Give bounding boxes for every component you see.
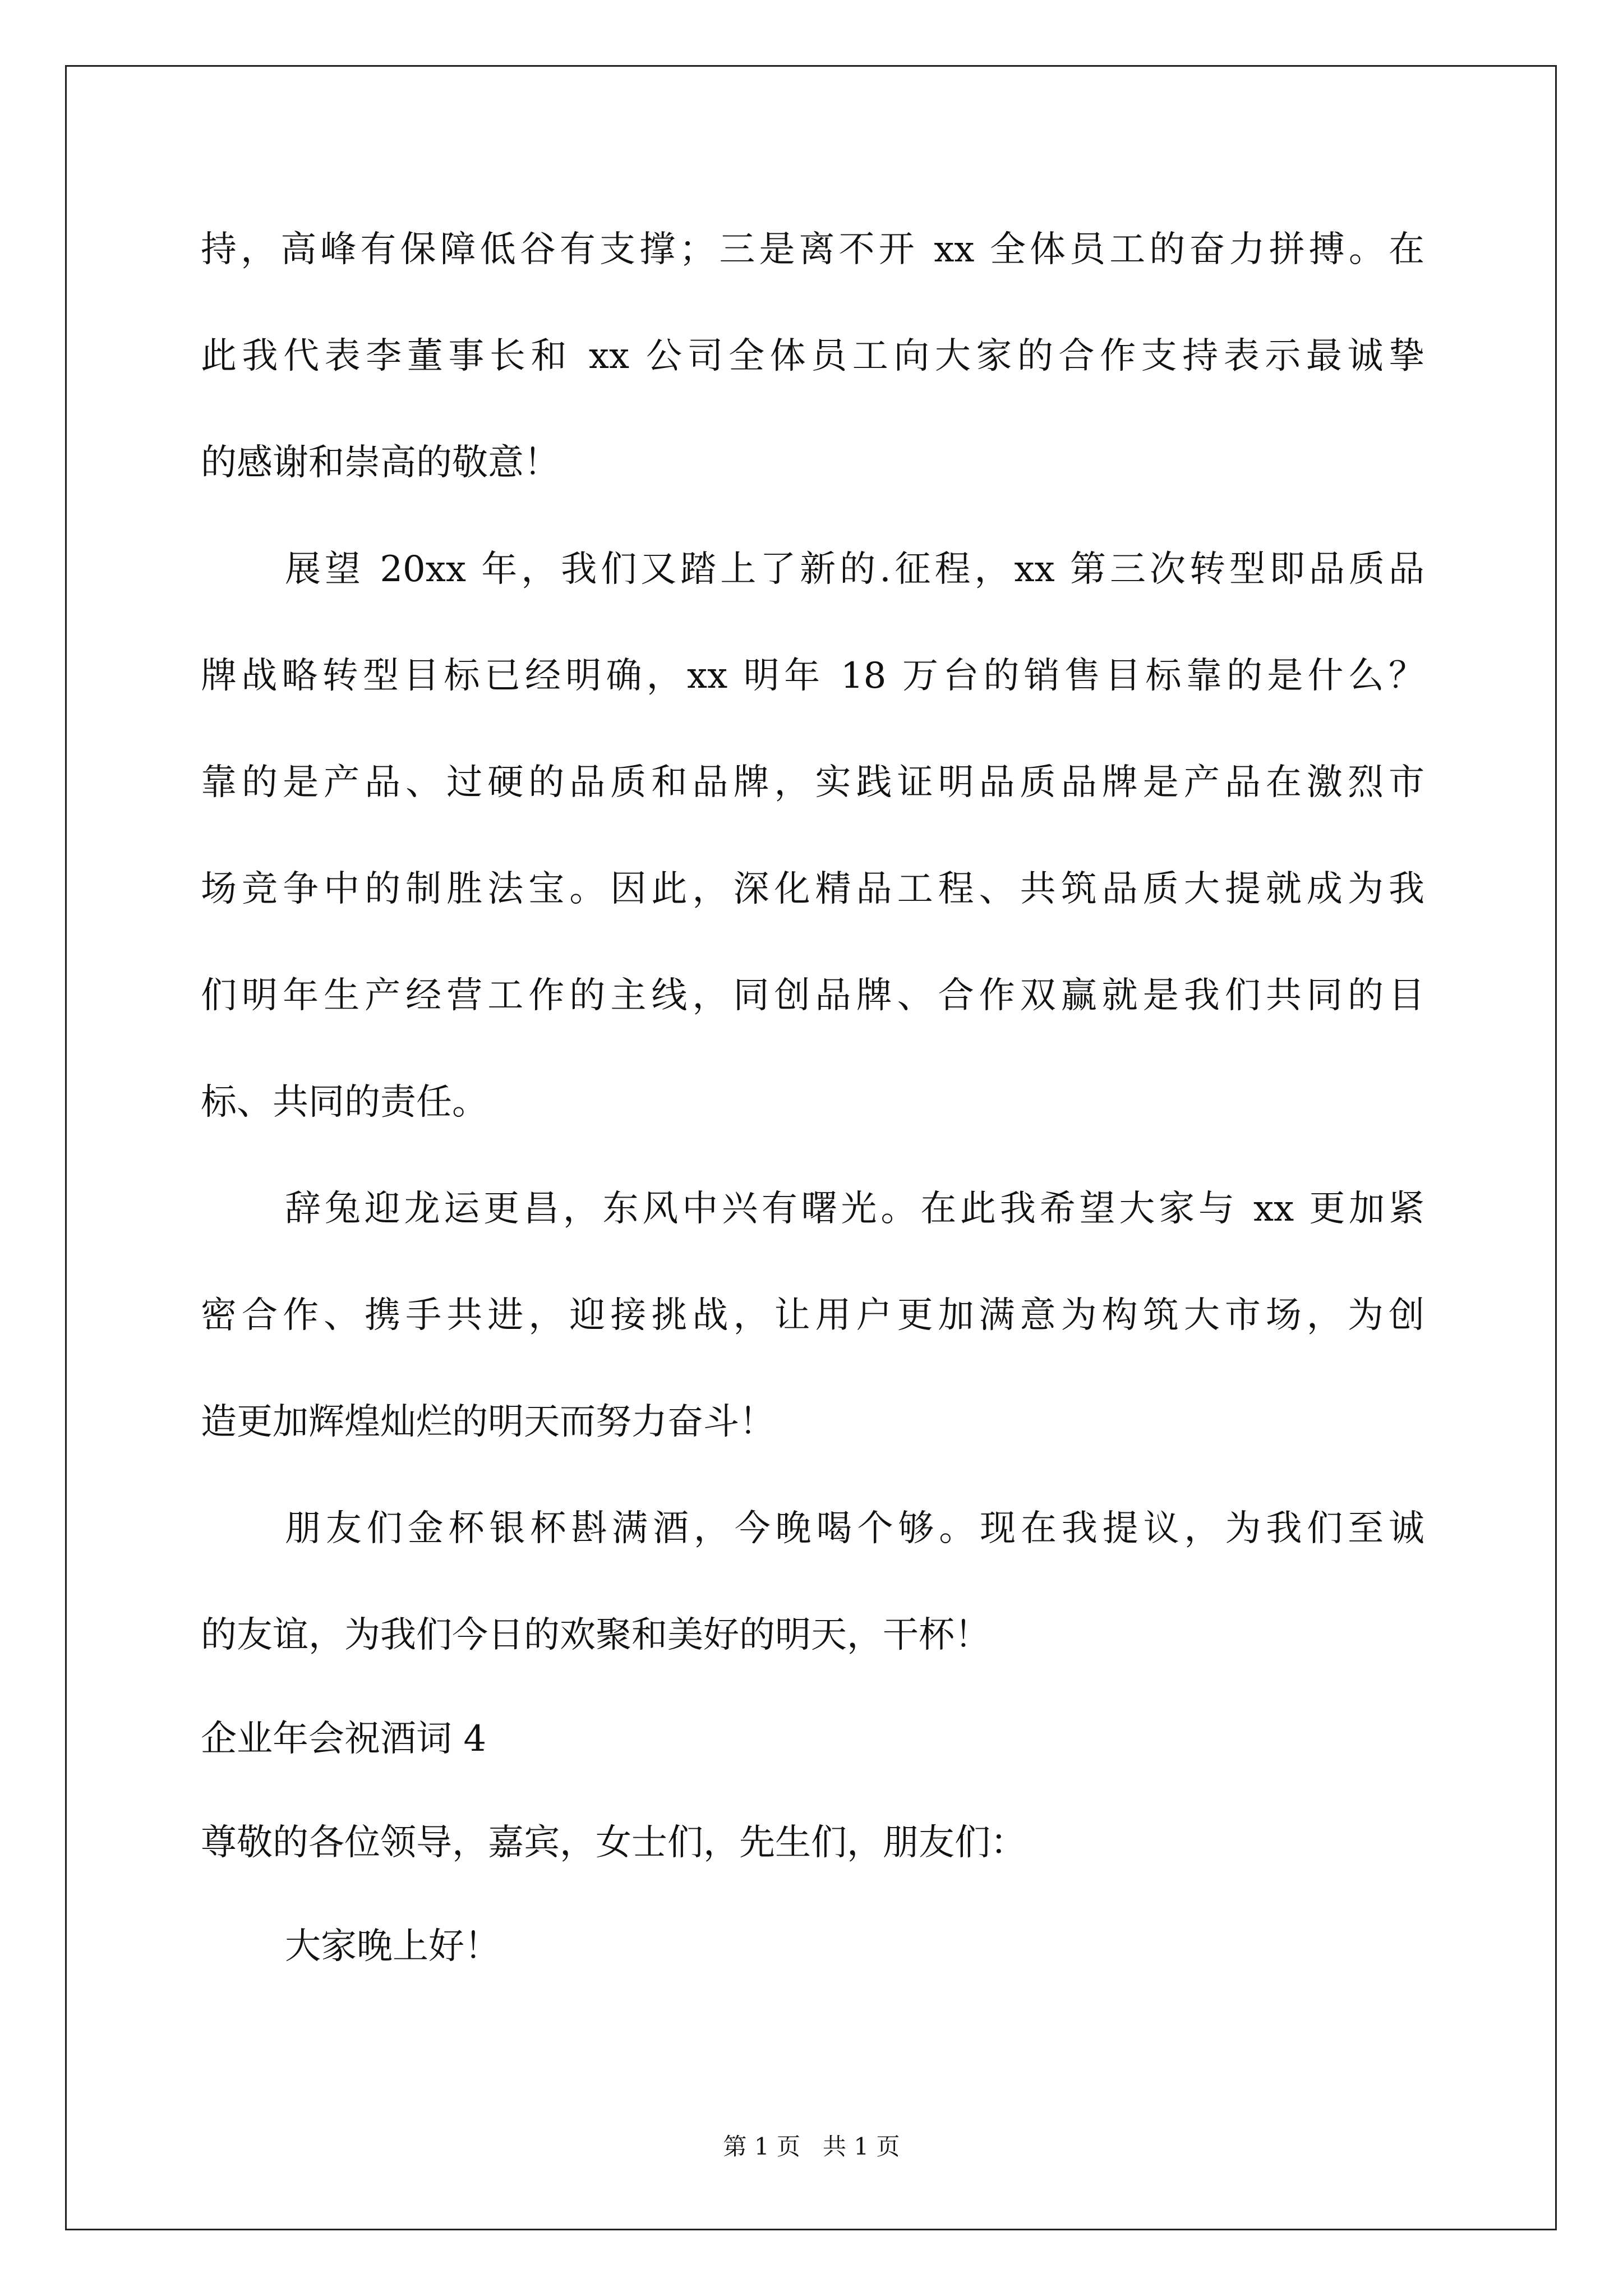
paragraph-line: 密合作、携手共进，迎接挑战，让用户更加满意为构筑大市场，为创 (201, 1295, 1424, 1336)
paragraph-line: 场竞争中的制胜法宝。因此，深化精品工程、共筑品质大提就成为我 (201, 868, 1424, 910)
paragraph-line: 此我代表李董事长和 xx 公司全体员工向大家的合作支持表示最诚挚 (201, 335, 1424, 377)
paragraph-line: 的感谢和崇高的敬意！ (201, 442, 560, 484)
page-footer: 第 1 页 共 1 页 (723, 2133, 900, 2160)
paragraph-line: 牌战略转型目标已经明确，xx 明年 18 万台的销售目标靠的是什么？ (201, 655, 1424, 697)
paragraph-line: 造更加辉煌灿烂的明天而努力奋斗！ (201, 1401, 775, 1443)
salutation-line: 尊敬的各位领导，嘉宾，女士们，先生们，朋友们： (201, 1822, 1026, 1864)
paragraph-line: 标、共同的责任。 (201, 1082, 488, 1123)
paragraph-line: 朋友们金杯银杯斟满酒，今晚喝个够。现在我提议，为我们至诚 (285, 1508, 1424, 1549)
page-border (65, 65, 1557, 2230)
paragraph-line: 靠的是产品、过硬的品质和品牌，实践证明品质品牌是产品在激烈市 (201, 762, 1424, 803)
greeting-line: 大家晚上好！ (285, 1926, 500, 1967)
paragraph-line: 辞兔迎龙运更昌，东风中兴有曙光。在此我希望大家与 xx 更加紧 (285, 1188, 1424, 1230)
paragraph-line: 们明年生产经营工作的主线，同创品牌、合作双赢就是我们共同的目 (201, 975, 1424, 1016)
section-heading: 企业年会祝酒词 4 (201, 1718, 487, 1760)
paragraph-line: 的友谊，为我们今日的欢聚和美好的明天，干杯！ (201, 1614, 990, 1656)
paragraph-line: 展望 20xx 年，我们又踏上了新的.征程，xx 第三次转型即品质品 (285, 549, 1424, 590)
paragraph-line: 持，高峰有保障低谷有支撑；三是离不开 xx 全体员工的奋力拼搏。在 (201, 229, 1424, 270)
